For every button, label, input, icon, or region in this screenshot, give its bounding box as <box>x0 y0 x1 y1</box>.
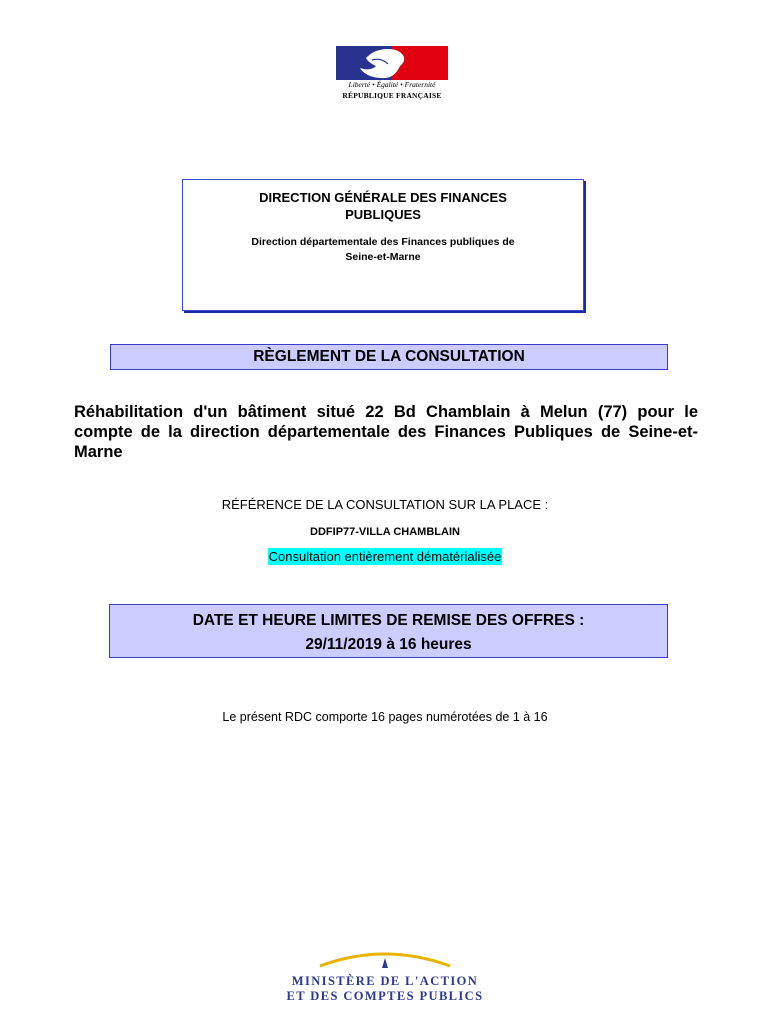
reference-label: RÉFÉRENCE DE LA CONSULTATION SUR LA PLACE : <box>221 497 549 512</box>
direction-box <box>182 179 584 311</box>
direction-subtitle: Direction départementale des Finances publiques de Seine-et-Marne <box>251 236 515 263</box>
deadline-box <box>109 604 668 658</box>
pages-note: Le présent RDC comporte 16 pages numérotées de 1 à 16 <box>222 710 548 724</box>
ministry-name-line1: MINISTÈRE DE L'ACTION <box>291 974 479 988</box>
ministry-logo <box>270 944 500 1008</box>
project-title: Réhabilitation d'un bâtiment situé 22 Bd Chamblain à Melun (77) pour le compte de la direction départementale des Finances Publiques de Seine-et-Marne <box>74 403 698 461</box>
logo-country-name: RÉPUBLIQUE FRANÇAISE <box>342 91 442 100</box>
deadline-value: 29/11/2019 à 16 heures <box>305 636 472 653</box>
reference-value: DDFIP77-VILLA CHAMBLAIN <box>310 526 460 538</box>
republique-francaise-logo <box>336 46 448 106</box>
marianne-flag-icon <box>336 46 448 80</box>
logo-motto: Liberté • Égalité • Fraternité <box>348 80 436 89</box>
document-title: RÈGLEMENT DE LA CONSULTATION <box>110 344 668 370</box>
dematerialized-note: Consultation entièrement dématérialisée <box>268 549 502 564</box>
deadline-label: DATE ET HEURE LIMITES DE REMISE DES OFFRES : <box>192 612 585 629</box>
dematerialized-note-wrapper <box>0 548 770 566</box>
direction-title: DIRECTION GÉNÉRALE DES FINANCES PUBLIQUES <box>259 190 507 222</box>
ministry-arc-icon <box>270 944 500 970</box>
ministry-name-line2: ET DES COMPTES PUBLICS <box>286 989 484 1003</box>
